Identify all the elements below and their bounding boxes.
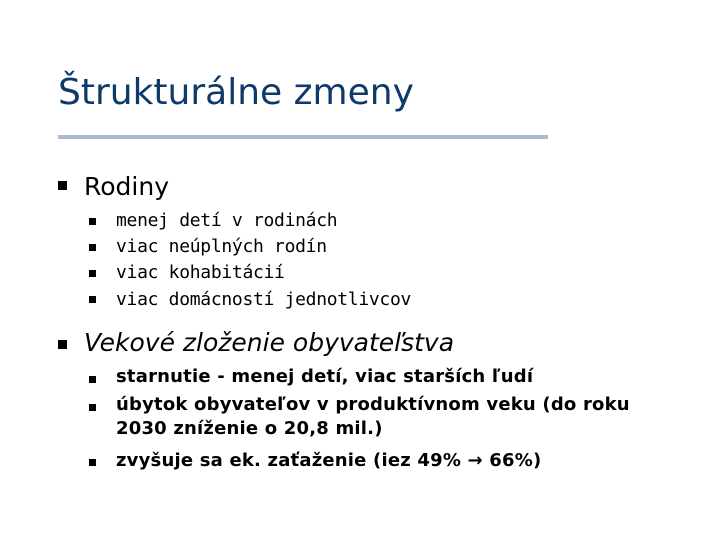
section-heading-vekove-zlozenie: Vekové zloženie obyvateľstva [84,328,455,357]
square-bullet-icon [89,459,96,466]
list-item: úbytok obyvateľov v produktívnom veku (do roku [116,394,630,415]
square-bullet-icon [89,404,96,411]
square-bullet-icon [58,340,67,349]
square-bullet-icon [58,181,67,190]
list-item: viac domácností jednotlivcov [116,289,412,310]
section-heading-rodiny: Rodiny [84,172,169,201]
list-item: viac kohabitácií [116,262,285,283]
list-item: zvyšuje sa ek. zaťaženie (iez 49% → 66%) [116,450,542,471]
square-bullet-icon [89,244,96,251]
square-bullet-icon [89,376,96,383]
list-item-continuation: 2030 zníženie o 20,8 mil.) [116,418,383,439]
slide-title: Štrukturálne zmeny [58,72,414,113]
list-item: menej detí v rodinách [116,210,338,231]
square-bullet-icon [89,218,96,225]
square-bullet-icon [89,270,96,277]
list-item: starnutie - menej detí, viac starších ľudí [116,366,534,387]
title-underline [58,135,548,139]
square-bullet-icon [89,296,96,303]
list-item: viac neúplných rodín [116,236,327,257]
